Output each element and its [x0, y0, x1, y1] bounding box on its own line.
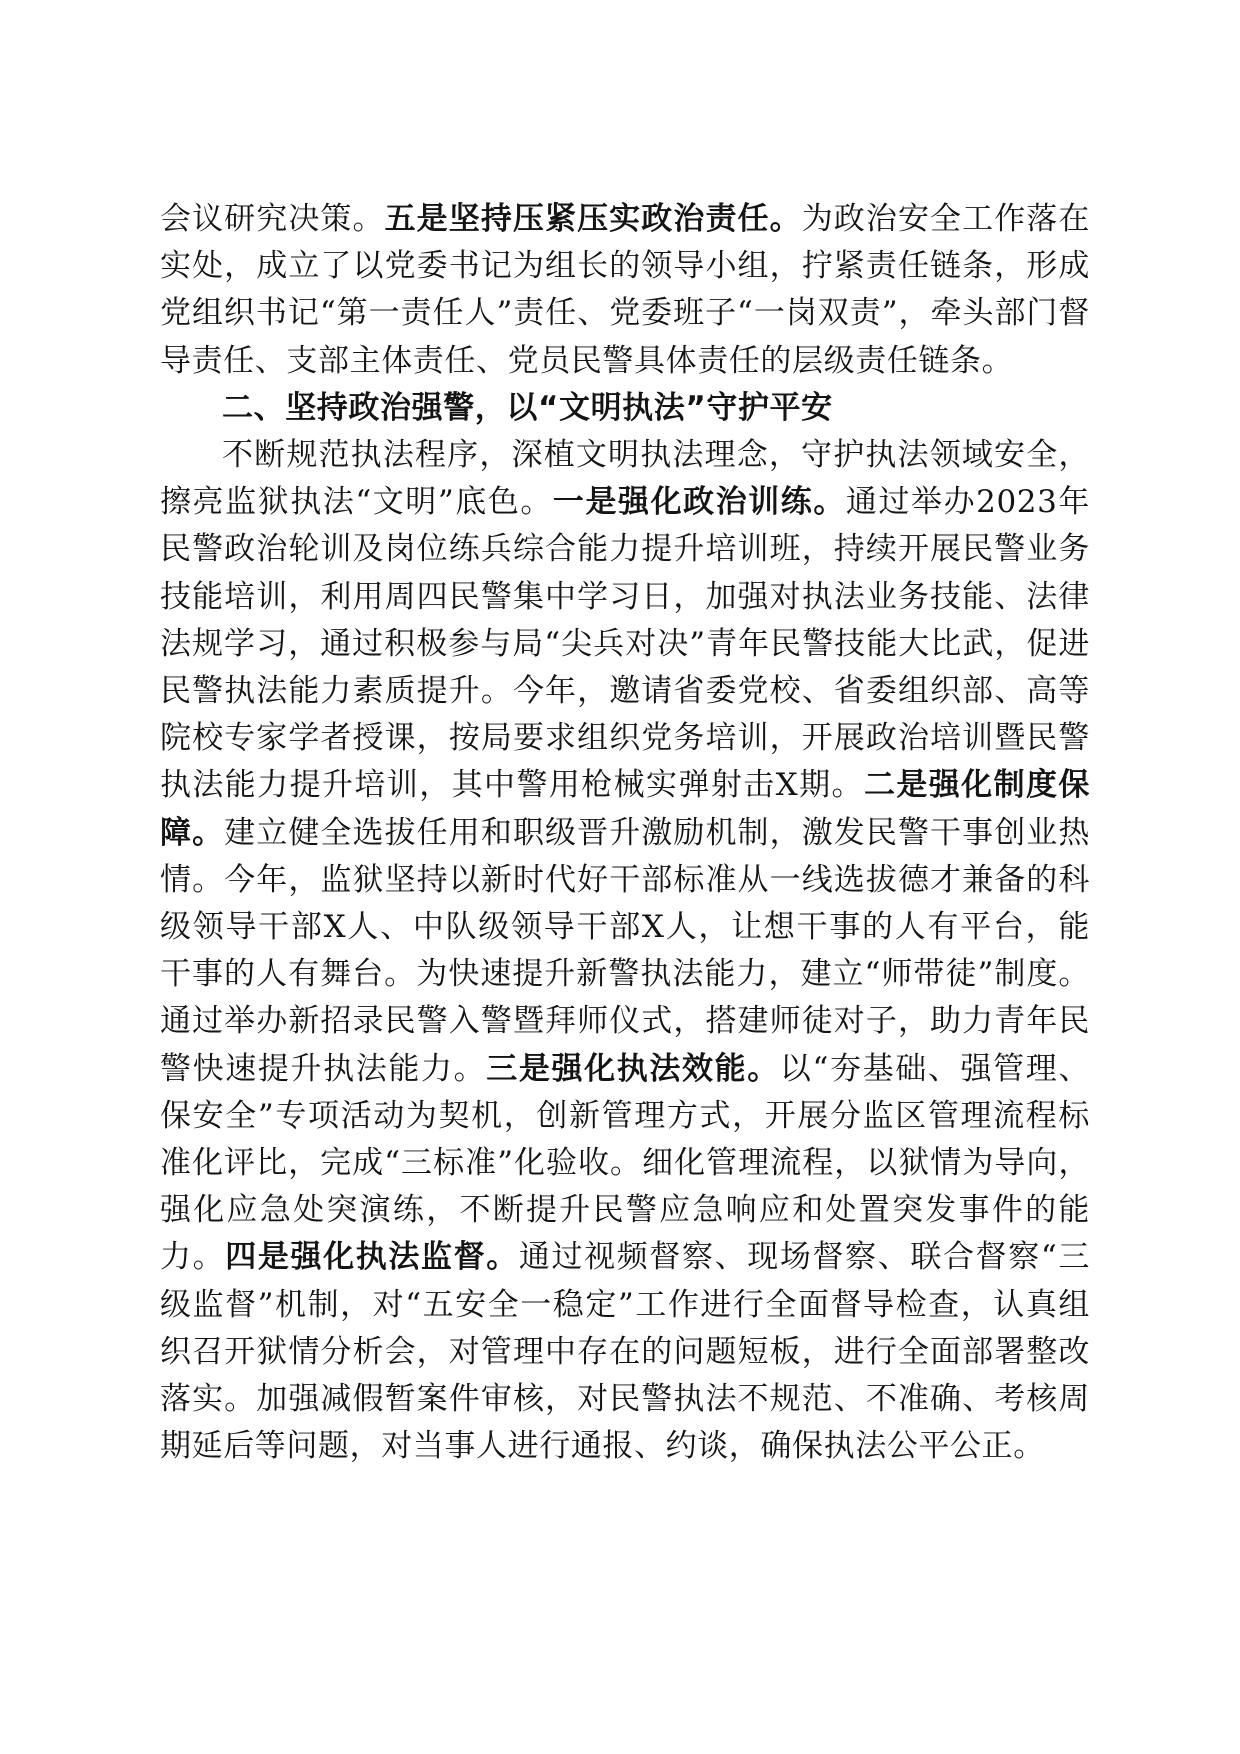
point-3-title: 三是强化执法效能。	[486, 1050, 780, 1087]
document-body	[160, 196, 1090, 1470]
paragraph-law-enforcement	[160, 432, 1090, 1470]
paragraph-responsibility	[160, 196, 1090, 385]
section-2-heading: 二、坚持政治强警，以“文明执法”守护平安	[222, 389, 833, 426]
point-2-body: 建立健全选拔任用和职级晋升激励机制，激发民警干事创业热情。今年，监狱坚持以新时代好干部标准从一线选拔德才兼备的科级领导干部X人、中队级领导干部X人，让想干事的人有平台，能干事的人有舞台。为快速提升新警执法能力，建立“师带徒”制度。通过举办新招录民警入警暨拜师仪式，搭建师徒对子，助力青年民警快速提升执法能力。	[160, 814, 1090, 1087]
point-4-body: 通过视频督察、现场督察、联合督察“三级监督”机制，对“五安全一稳定”工作进行全面督导检查，认真组织召开狱情分析会，对管理中存在的问题短板，进行全面部署整改落实。加强减假暂案件审核，对民警执法不规范、不准确、考核周期延后等问题，对当事人进行通报、约谈，确保执法公平公正。	[160, 1239, 1090, 1465]
point-5-body: 为政治安全工作落在实处，成立了以党委书记为组长的领导小组，拧紧责任链条，形成党组织书记“第一责任人”责任、党委班子“一岗双责”，牵头部门督导责任、支部主体责任、党员民警具体责任的层级责任链条。	[160, 201, 1090, 379]
paragraph-intro: 不断规范执法程序，深植文明执法理念，守护执法领域安全，擦亮监狱执法“文明”底色。	[160, 437, 1090, 521]
point-1-body: 通过举办2023年民警政治轮训及岗位练兵综合能力提升培训班，持续开展民警业务技能培训，利用周四民警集中学习日，加强对执法业务技能、法律法规学习，通过积极参与局“尖兵对决”青年民警技能大比武，促进民警执法能力素质提升。今年，邀请省委党校、省委组织部、高等院校专家学者授课，按局要求组织党务培训，开展政治培训暨民警执法能力提升培训，其中警用枪械实弹射击X期。	[160, 484, 1090, 804]
point-2-title: 二是强化制度保障。	[160, 767, 1090, 851]
point-5-title: 五是坚持压紧压实政治责任。	[384, 201, 802, 237]
point-1-title: 一是强化政治训练。	[552, 484, 846, 521]
point-4-title: 四是强化执法监督。	[225, 1239, 519, 1276]
paragraph-lead: 会议研究决策。	[160, 201, 385, 237]
point-3-body: 以“夯基础、强管理、保安全”专项活动为契机，创新管理方式，开展分监区管理流程标准化评比，完成“三标准”化验收。细化管理流程，以狱情为导向，强化应急处突演练，不断提升民警应急响应和处置突发事件的能力。	[160, 1050, 1090, 1276]
